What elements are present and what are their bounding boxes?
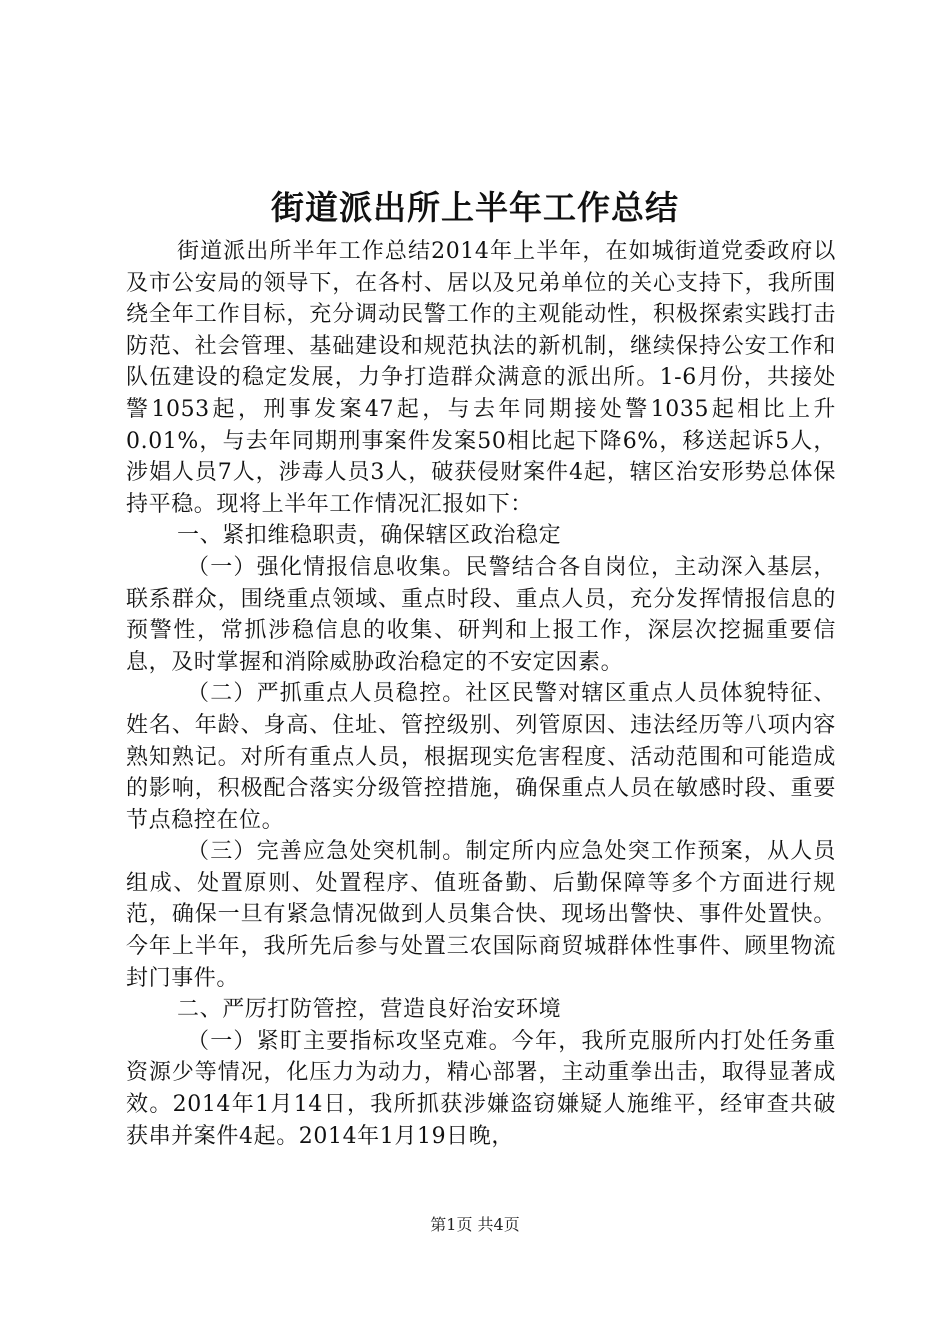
- paragraph-2-1: （一）紧盯主要指标攻坚克难。今年，我所克服所内打处任务重资源少等情况，化压力为动力，精心部署，主动重拳出击，取得显著成效。2014年1月14日，我所抓获涉嫌盗窃嫌疑人施维平，经审查共破获串并案件4起。2014年1月19日晚，: [126, 1028, 836, 1149]
- section-heading-1: 一、紧扣维稳职责，确保辖区政治稳定: [177, 523, 562, 549]
- section-heading-2: 二、严厉打防管控，营造良好治安环境: [177, 997, 562, 1023]
- document-title: 街道派出所上半年工作总结: [271, 188, 679, 227]
- page-footer: 第1页 共4页: [430, 1215, 520, 1234]
- paragraph-intro: 街道派出所半年工作总结2014年上半年，在如城街道党委政府以及市公安局的领导下，在各村、居以及兄弟单位的关心支持下，我所围绕全年工作目标，充分调动民警工作的主观能动性，积极探索实践打击防范、社会管理、基础建设和规范执法的新机制，继续保持公安工作和队伍建设的稳定发展，力争打造群众满意的派出所。1-6月份，共接处警1053起，刑事发案47起，与去年同期接处警1035起相比上升0.01%，与去年同期刑事案件发案50相比起下降6%，移送起诉5人，涉娼人员7人，涉毒人员3人，破获侵财案件4起，辖区治安形势总体保持平稳。现将上半年工作情况汇报如下：: [126, 239, 836, 517]
- paragraph-1-3: （三）完善应急处突机制。制定所内应急处突工作预案，从人员组成、处置原则、处置程序、值班备勤、后勤保障等多个方面进行规范，确保一旦有紧急情况做到人员集合快、现场出警快、事件处置快。今年上半年，我所先后参与处置三农国际商贸城群体性事件、顾里物流封门事件。: [126, 839, 836, 991]
- paragraph-1-1: （一）强化情报信息收集。民警结合各自岗位，主动深入基层，联系群众，围绕重点领域、重点时段、重点人员，充分发挥情报信息的预警性，常抓涉稳信息的收集、研判和上报工作，深层次挖掘重要信息，及时掌握和消除威胁政治稳定的不安定因素。: [126, 554, 836, 675]
- paragraph-1-2: （二）严抓重点人员稳控。社区民警对辖区重点人员体貌特征、姓名、年龄、身高、住址、管控级别、列管原因、违法经历等八项内容熟知熟记。对所有重点人员，根据现实危害程度、活动范围和可能造成的影响，积极配合落实分级管控措施，确保重点人员在敏感时段、重要节点稳控在位。: [126, 681, 836, 833]
- document-body: [126, 236, 836, 1152]
